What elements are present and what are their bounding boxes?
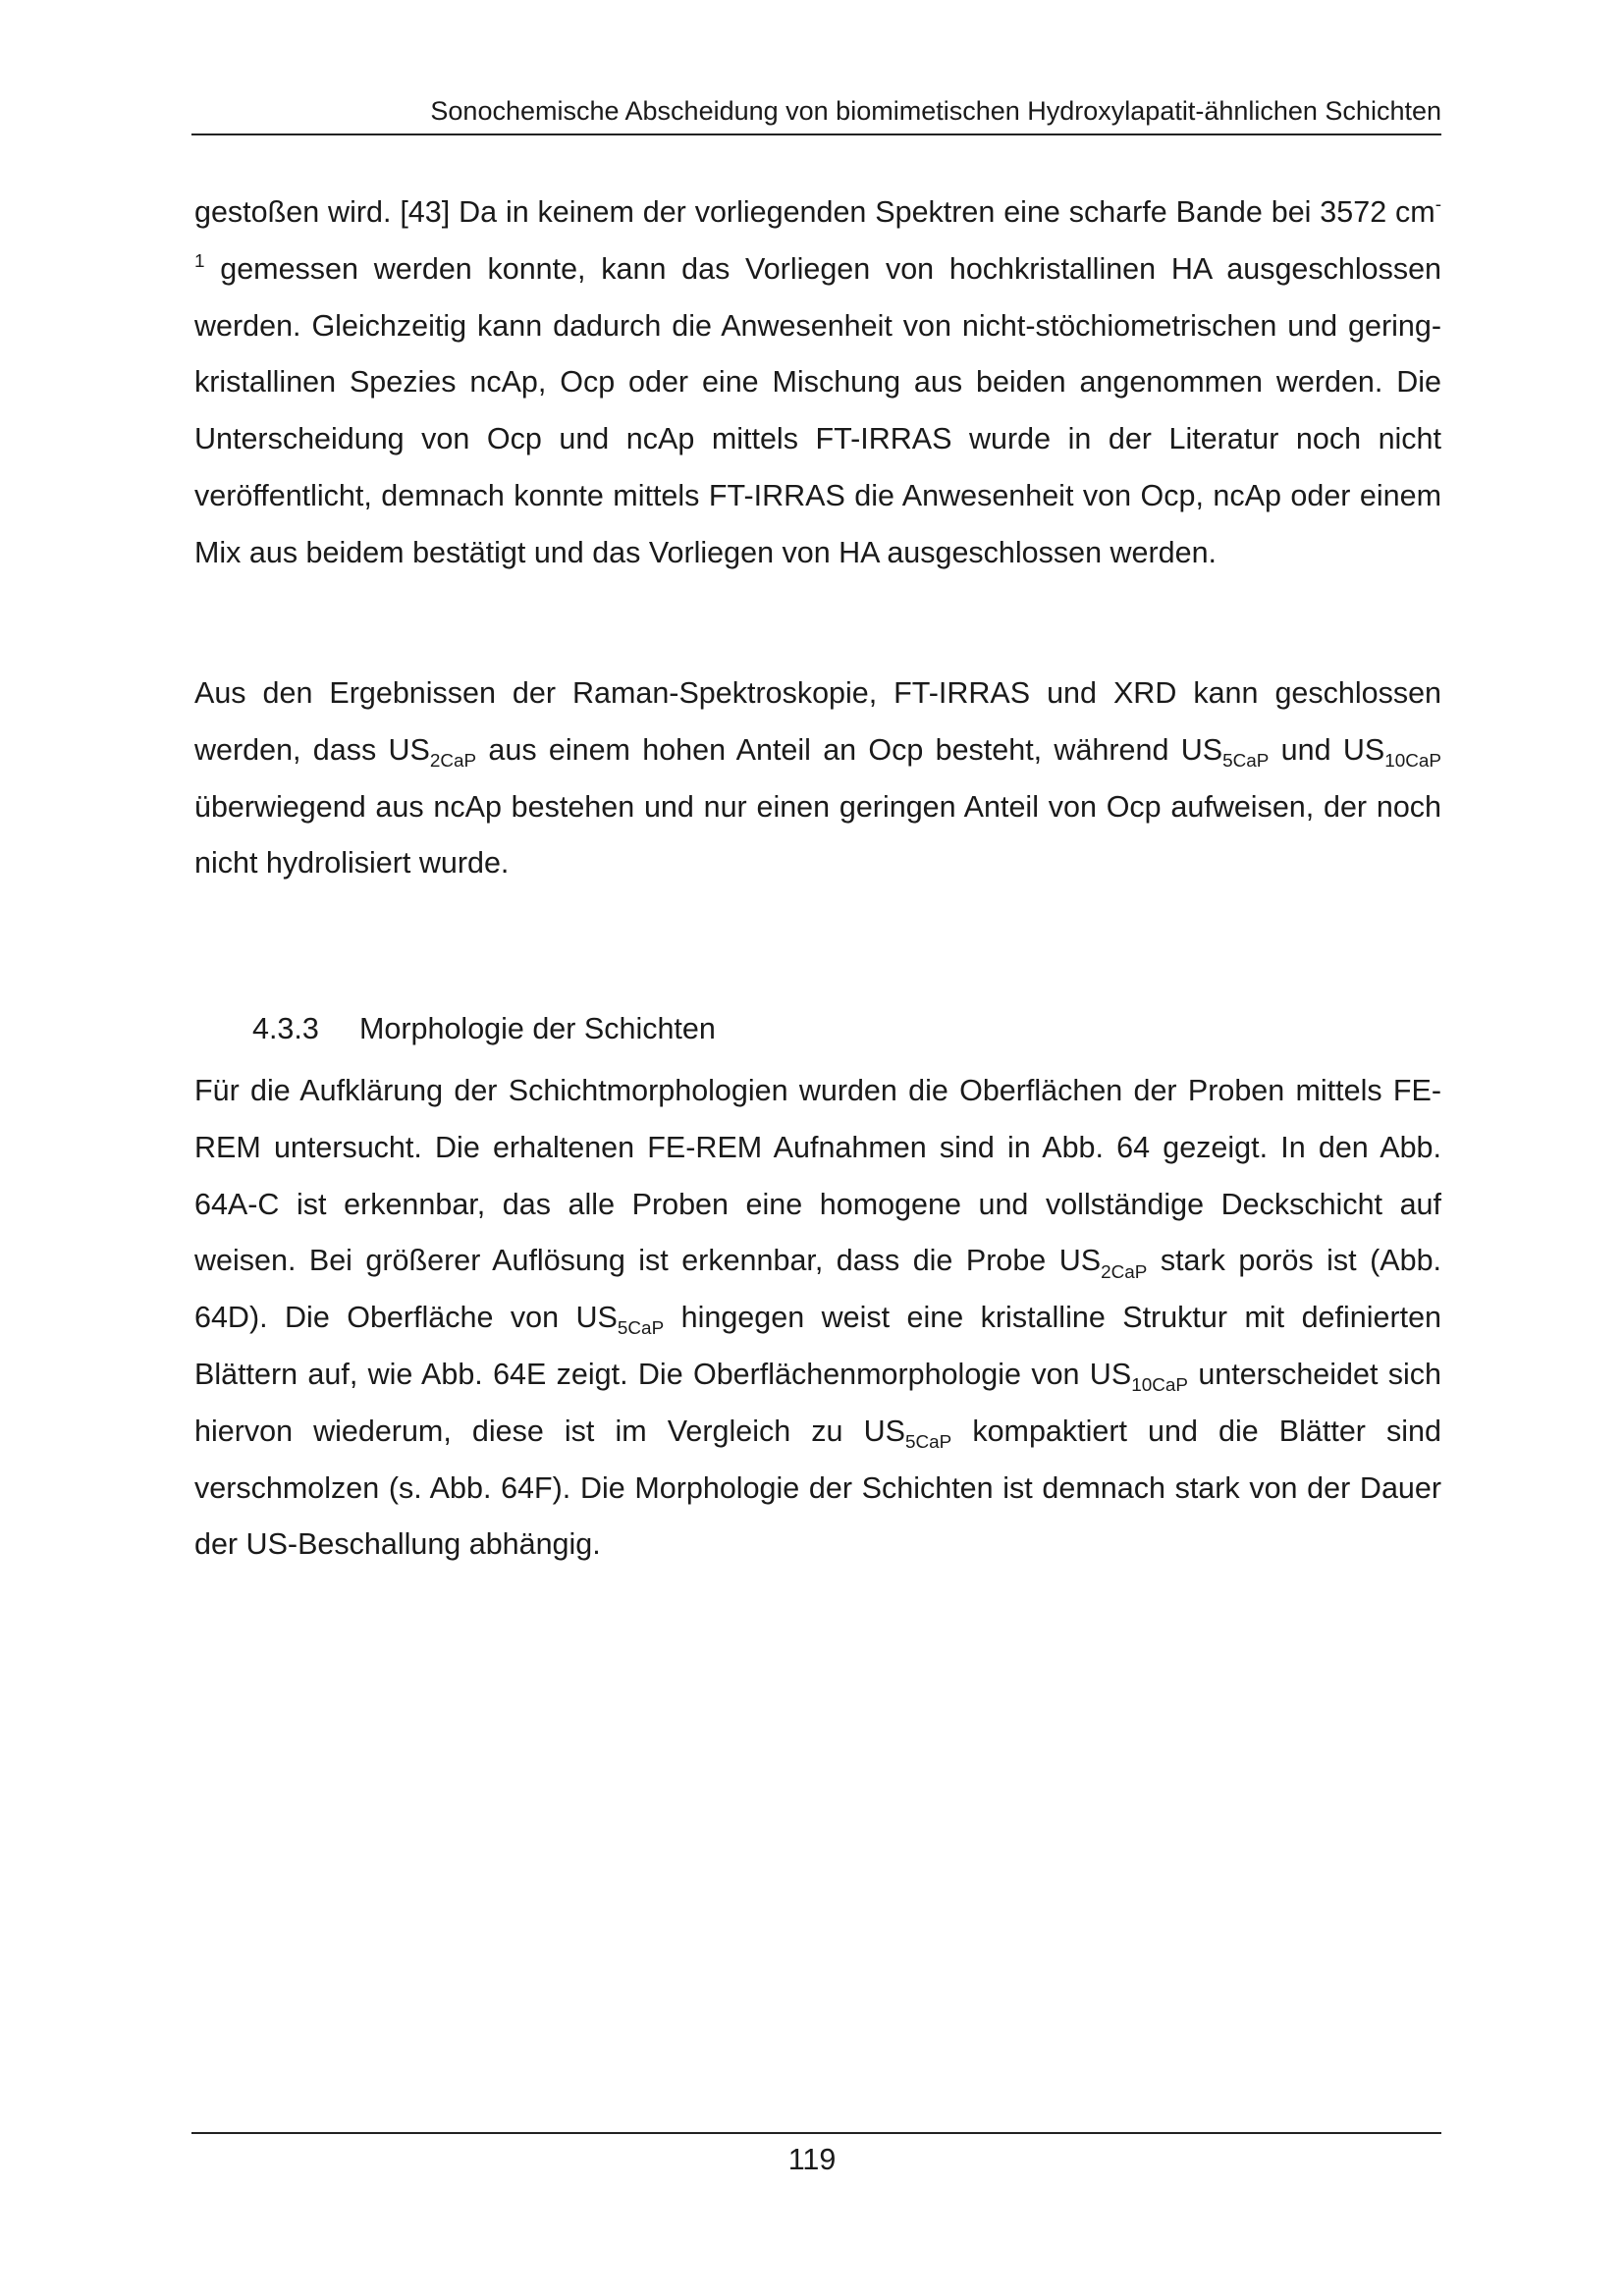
superscript: -1 — [194, 194, 1441, 273]
footer-divider — [191, 2132, 1441, 2134]
subscript: 5CaP — [1222, 750, 1270, 772]
text-run: Aus den Ergebnissen der Raman-Spektroskopie, FT-IRRAS und XRD kann geschlossen werden, dass US — [194, 676, 1441, 767]
text-run: gestoßen wird. [43] Da in keinem der vorliegenden Spektren eine scharfe Bande bei 3572 cm — [194, 195, 1435, 229]
section-number: 4.3.3 — [252, 1012, 319, 1045]
section-title: Morphologie der Schichten — [359, 1012, 716, 1045]
subscript: 10CaP — [1131, 1375, 1188, 1397]
text-run: gemessen werden konnte, kann das Vorliegen von hochkristallinen HA ausgeschlossen werden. Gleichzeitig kann dadurch die Anwesenheit von nicht-stöchiometrischen und gering-kristallinen Spezies ncAp, Ocp oder eine Mischung aus beiden angenommen werden. Die Unterscheidung von Ocp und ncAp mittels FT-IRRAS wurde in der Literatur noch nicht veröffentlicht, demnach konnte mittels FT-IRRAS die Anwesenheit von Ocp, ncAp oder einem Mix aus beidem bestätigt und das Vorliegen von HA ausgeschlossen werden. — [194, 251, 1441, 569]
text-run: stark porös ist (Abb. 64D). Die Oberfläche von US — [194, 1244, 1442, 1335]
subscript: 2CaP — [429, 750, 477, 772]
text-run: hingegen weist eine kristalline Struktur mit definierten Blättern auf, wie Abb. 64E zeigt. Die Oberflächenmorphologie von US — [194, 1301, 1441, 1391]
page-number: 119 — [787, 2143, 837, 2176]
subscript: 10CaP — [1384, 750, 1441, 772]
subscript: 2CaP — [1101, 1261, 1148, 1283]
running-header-title: Sonochemische Abscheidung von biomimetischen Hydroxylapatit-ähnlichen Schichten — [430, 96, 1441, 126]
paragraph-morphology — [194, 1063, 1441, 1574]
text-run: und US — [1269, 732, 1385, 767]
header-divider — [191, 133, 1441, 135]
paragraph-ft-irras — [194, 185, 1441, 582]
text-run: aus einem hohen Anteil an Ocp besteht, während US — [476, 732, 1223, 767]
section-heading — [252, 1007, 716, 1050]
paragraph-conclusion — [194, 666, 1441, 892]
text-run: kompaktiert und die Blätter sind verschmolzen (s. Abb. 64F). Die Morphologie der Schichten ist demnach stark von der Dauer der US-Beschallung abhängig. — [194, 1414, 1441, 1562]
text-run: Für die Aufklärung der Schichtmorphologien wurden die Oberflächen der Proben mittels FE-REM untersucht. Die erhaltenen FE-REM Aufnahmen sind in Abb. 64 gezeigt. In den Abb. 64A-C ist erkennbar, das alle Proben eine homogene und vollständige Deckschicht auf weisen. Bei größerer Auflösung ist erkennbar, dass die Probe US — [194, 1074, 1441, 1278]
subscript: 5CaP — [617, 1318, 665, 1340]
text-run: überwiegend aus ncAp bestehen und nur einen geringen Anteil von Ocp aufweisen, der noch nicht hydrolisiert wurde. — [194, 789, 1441, 881]
text-run: unterscheidet sich hiervon wiederum, diese ist im Vergleich zu US — [194, 1357, 1441, 1448]
subscript: 5CaP — [904, 1431, 952, 1453]
